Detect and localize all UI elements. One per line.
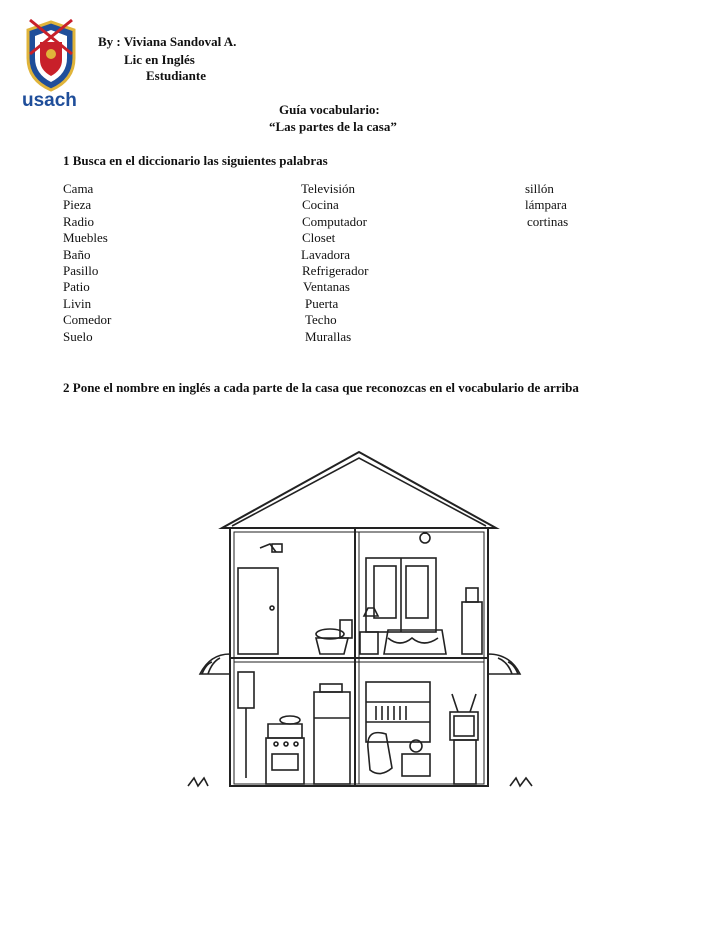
vocab-word: Cama <box>63 181 94 196</box>
vocab-word: Cocina <box>302 197 339 213</box>
vocab-word: Comedor <box>63 312 112 328</box>
vocab-word: Pasillo <box>63 263 99 279</box>
vocab-word: lámpara <box>525 197 567 213</box>
vocab-word: cortinas <box>527 213 569 229</box>
house-illustration <box>180 448 540 790</box>
vocab-column-3 <box>525 181 568 230</box>
vocab-column-2 <box>301 181 368 345</box>
vocab-word: sillón <box>525 181 554 196</box>
section-1-heading: 1 Busca en el diccionario las siguientes palabras <box>63 153 328 168</box>
author-name: By : Viviana Sandoval A. <box>98 34 237 49</box>
vocab-word: Pieza <box>63 197 92 213</box>
vocab-word: Televisión <box>301 181 355 196</box>
vocab-word: Muebles <box>63 230 108 246</box>
vocab-word: Baño <box>63 246 91 262</box>
guide-subtitle: “Las partes de la casa” <box>269 119 397 134</box>
section-2-heading: 2 Pone el nombre en inglés a cada parte de la casa que reconozcas en el vocabulario de arriba <box>63 380 579 395</box>
vocab-word: Refrigerador <box>302 263 369 279</box>
vocab-word: Puerta <box>305 295 339 311</box>
vocab-word: Ventanas <box>303 279 350 295</box>
vocab-word: Techo <box>305 312 337 328</box>
vocab-word: Murallas <box>305 328 352 344</box>
vocab-word: Livin <box>63 295 92 311</box>
vocab-word: Closet <box>302 230 336 246</box>
vocab-word: Patio <box>63 279 90 295</box>
author-role: Estudiante <box>146 68 206 83</box>
vocab-word: Radio <box>63 213 95 229</box>
author-degree: Lic en Inglés <box>124 52 195 67</box>
logo-wordmark: usach <box>22 90 77 111</box>
vocab-word: Suelo <box>63 328 93 344</box>
vocab-column-1 <box>63 181 111 345</box>
university-logo <box>20 14 82 110</box>
guide-title: Guía vocabulario: <box>279 102 380 117</box>
vocab-word: Computador <box>302 213 367 229</box>
vocab-word: Lavadora <box>301 246 351 262</box>
